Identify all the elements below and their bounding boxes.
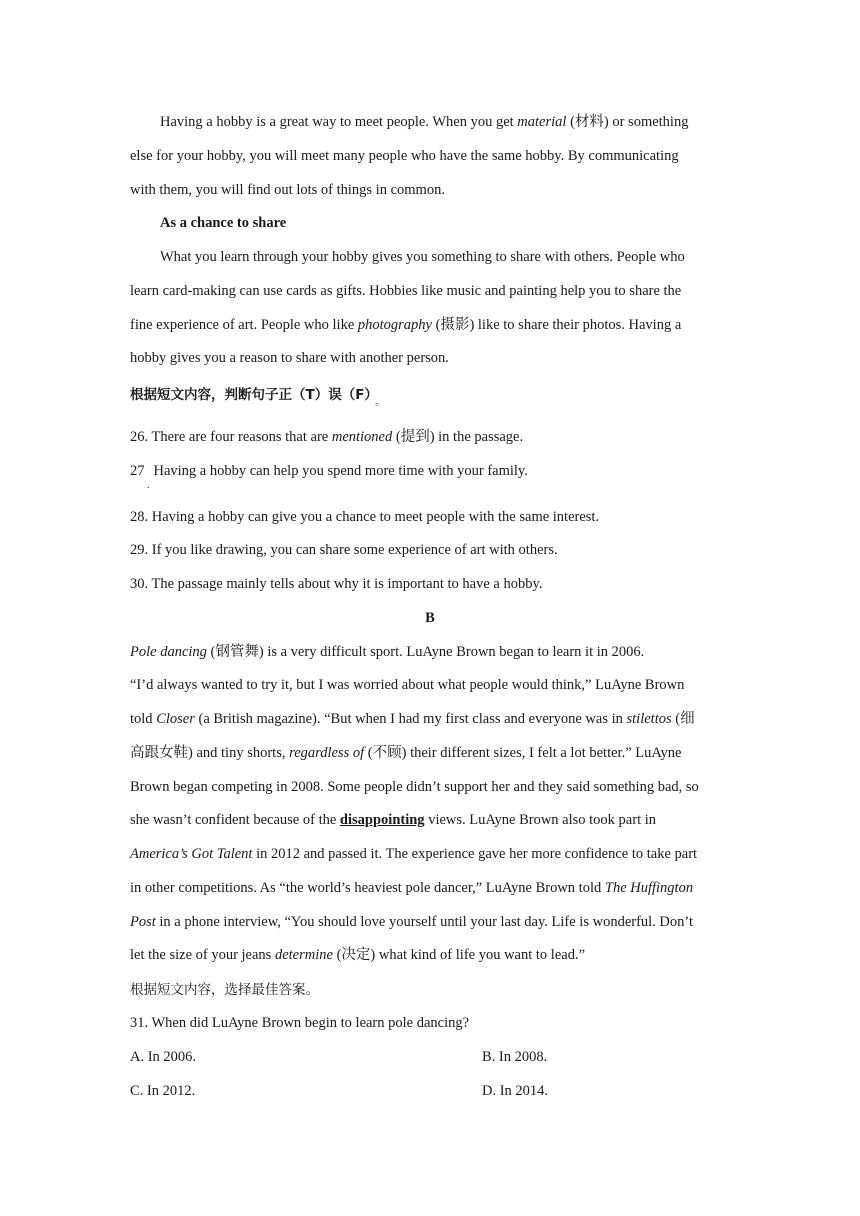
paragraph-line: with them, you will find out lots of things in common.	[130, 182, 445, 198]
underlined-word: disappointing	[339, 812, 425, 828]
paragraph-line	[130, 315, 681, 335]
text: in 2012 and passed it. The experience gave her more confidence to take part	[252, 846, 698, 862]
paragraph-line	[130, 810, 656, 830]
paragraph-line	[130, 912, 693, 932]
mc-instruction: 根据短文内容，选择最佳答案。	[130, 982, 319, 998]
italic-term: photography	[357, 317, 432, 333]
text: (钢管舞) is a very difficult sport. LuAyne Brown began to learn it in 2006.	[206, 644, 645, 660]
text: (提到) in the passage.	[392, 429, 524, 445]
question-28: 28. Having a hobby can give you a chance to meet people with the same interest.	[130, 509, 600, 525]
text: (细	[671, 711, 695, 727]
text: 。	[375, 397, 386, 408]
question-31: 31. When did LuAyne Brown begin to learn pole dancing?	[130, 1015, 470, 1031]
italic-term: determine	[274, 947, 333, 963]
text: in other competitions. As “the world’s heaviest pole dancer,” LuAyne Brown told	[130, 880, 605, 896]
text: 根据短文内容，判断句子正（T）误（F）	[130, 387, 372, 403]
text: Having a hobby can help you spend more time with your family.	[153, 463, 528, 479]
text: told	[130, 711, 157, 727]
italic-term: Post	[130, 914, 156, 930]
option-d: D. In 2014.	[482, 1083, 549, 1099]
option-c: C. In 2012.	[130, 1083, 196, 1099]
text: in a phone interview, “You should love yourself until your last day. Life is wonderful. Don’t	[155, 914, 694, 930]
italic-term: The Huffington	[604, 880, 694, 896]
paragraph-line	[130, 945, 585, 965]
tf-instruction	[130, 385, 385, 413]
text: (a British magazine). “But when I had my first class and everyone was in	[194, 711, 627, 727]
paragraph-line: “I’d always wanted to try it, but I was worried about what people would think,” LuAyne Brown	[130, 677, 685, 693]
question-30: 30. The passage mainly tells about why it is important to have a hobby.	[130, 576, 543, 592]
passage-label: B	[425, 610, 435, 626]
section-heading: As a chance to share	[160, 215, 287, 231]
paragraph-line: What you learn through your hobby gives you something to share with others. People who	[160, 249, 685, 265]
text: (决定) what kind of life you want to lead.”	[332, 947, 586, 963]
text: (摄影) like to share their photos. Having a	[432, 317, 682, 333]
option-a: A. In 2006.	[130, 1049, 197, 1065]
question-27	[130, 461, 528, 481]
text: (材料) or something	[566, 114, 689, 130]
paragraph-line	[130, 709, 695, 729]
paragraph-line	[130, 878, 693, 898]
text: Having a hobby is a great way to meet people. When you get	[160, 114, 518, 130]
text: (不顾) their different sizes, I felt a lot better.” LuAyne	[364, 745, 682, 761]
italic-term: Pole dancing	[130, 644, 207, 660]
question-29: 29. If you like drawing, you can share some experience of art with others.	[130, 542, 558, 558]
paragraph-line	[130, 743, 681, 763]
stray-dot: .	[147, 480, 150, 491]
paragraph-line	[130, 844, 697, 864]
option-b: B. In 2008.	[482, 1049, 548, 1065]
paragraph-line: else for your hobby, you will meet many people who have the same hobby. By communicating	[130, 148, 679, 164]
italic-term: mentioned	[331, 429, 393, 445]
italic-term: stilettos	[626, 711, 672, 727]
question-26	[130, 427, 523, 447]
italic-term: America’s Got Talent	[130, 846, 253, 862]
paragraph-line	[130, 642, 644, 662]
text: 26. There are four reasons that are	[130, 429, 332, 445]
paragraph-line: learn card-making can use cards as gifts. Hobbies like music and painting help you to share the	[130, 283, 682, 299]
italic-term: material	[517, 114, 567, 130]
text: let the size of your jeans	[130, 947, 275, 963]
text: she wasn’t confident because of the	[130, 812, 340, 828]
text: 高跟女鞋) and tiny shorts,	[130, 745, 290, 761]
paragraph-line: Brown began competing in 2008. Some people didn’t support her and they said something bad, so	[130, 779, 699, 795]
text: views. LuAyne Brown also took part in	[424, 812, 657, 828]
italic-term: Closer	[156, 711, 195, 727]
paragraph-line	[160, 112, 688, 132]
text: fine experience of art. People who like	[130, 317, 358, 333]
italic-term: regardless of	[289, 745, 365, 761]
question-number: 27	[130, 463, 145, 479]
paragraph-line: hobby gives you a reason to share with another person.	[130, 350, 449, 366]
